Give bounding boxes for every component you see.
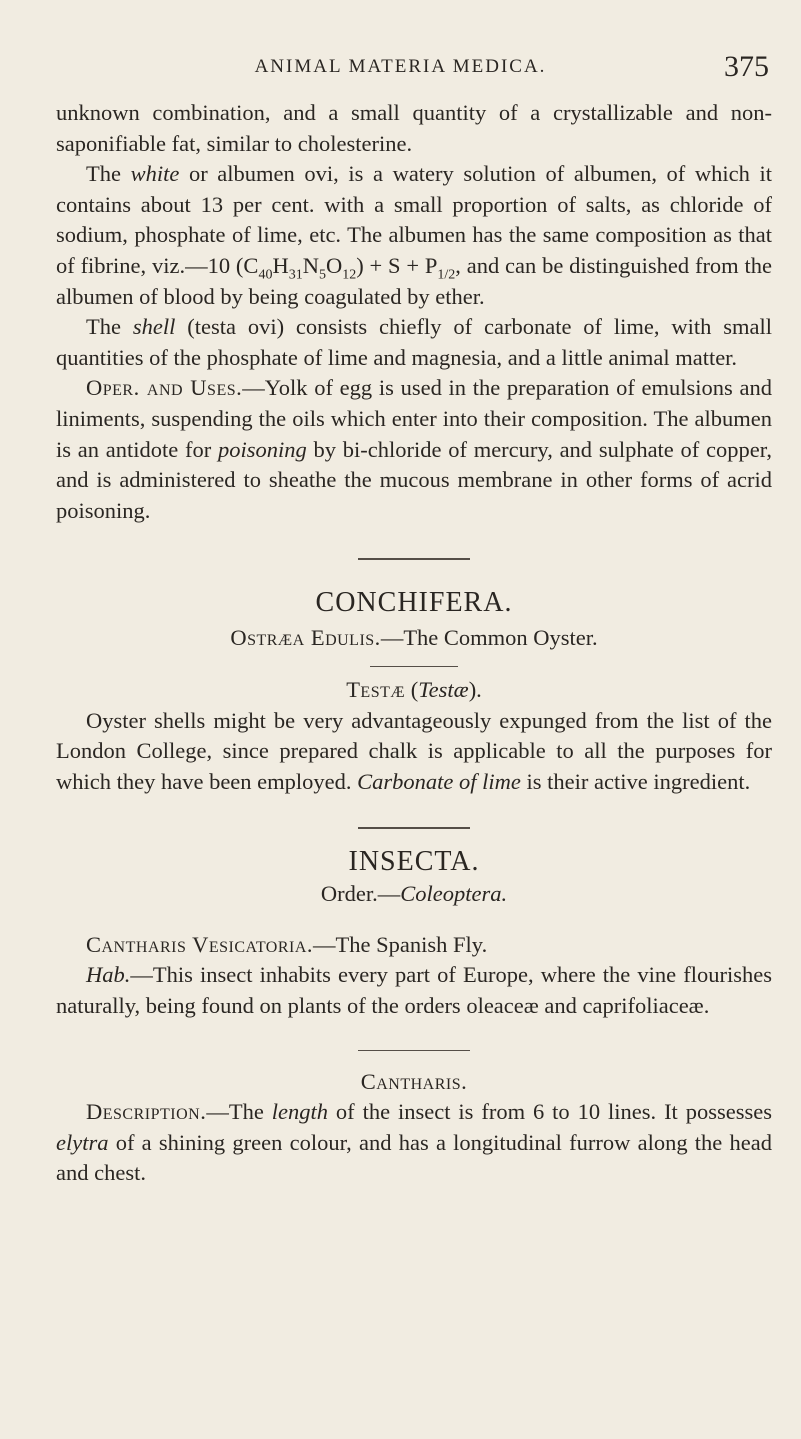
small-divider — [370, 666, 458, 667]
subscript: 31 — [288, 267, 303, 283]
formula — [207, 252, 456, 283]
run-in-heading: Hab. — [86, 962, 131, 988]
italic-term: poisoning — [217, 436, 307, 462]
section-divider — [358, 558, 470, 560]
text: —The — [206, 1099, 272, 1125]
fraction: 1/2 — [437, 267, 456, 283]
paragraph-shell — [56, 312, 772, 373]
formula-part: ) + S + P — [356, 252, 438, 278]
italic-term: length — [271, 1099, 328, 1125]
run-in-heading: Description. — [86, 1099, 207, 1125]
text: is their active ingredient. — [520, 768, 751, 794]
small-divider — [358, 1050, 470, 1051]
text: of the insect is from 6 to 10 lines. It possesses — [327, 1099, 772, 1125]
section-title-insecta: INSECTA. — [348, 846, 480, 878]
page-header — [0, 50, 801, 86]
text: or albumen ovi, is a watery solution of albumen, of which it contains about 13 per cent. with a small proportion of salts, as chloride of sodium, phosphate of lime, etc. The albumen has the same composition as that of fibrine, viz.— — [56, 161, 773, 278]
drug-heading-cantharis: Cantharis. — [360, 1068, 468, 1094]
formula-part: 10 (C — [207, 252, 259, 278]
text: —This insect inhabits every part of Europe, where the vine flourishes naturally, being found on plants of the orders oleaceæ and caprifoliaceæ. — [56, 962, 772, 1019]
section-divider — [358, 827, 470, 829]
order-name: Coleoptera. — [400, 881, 508, 907]
drug-name: Testæ — [346, 676, 406, 702]
formula-part: H — [272, 252, 289, 278]
species-heading-oyster — [56, 623, 772, 654]
text: of a shining green colour, and has a longitudinal furrow along the head and chest. — [56, 1129, 772, 1186]
order-heading — [56, 879, 772, 910]
species-name: Ostræa Edulis. — [230, 625, 381, 651]
order-label: Order.— — [320, 881, 401, 907]
running-title: ANIMAL MATERIA MEDICA. — [254, 56, 547, 77]
paragraph-white — [56, 159, 772, 312]
formula-part: N — [302, 252, 319, 278]
text: The — [86, 161, 131, 187]
paragraph-description — [56, 1097, 772, 1189]
text: The — [86, 314, 133, 340]
subscript: 5 — [318, 267, 326, 283]
species-name: Cantharis Vesicatoria. — [86, 931, 314, 957]
text: (testa ovi) consists chiefly of carbonate of lime, with small quantities of the phosphate of lime and magnesia, and a little animal matter. — [56, 314, 773, 370]
drug-heading-testae: Testæ (Testæ). — [346, 676, 482, 702]
italic-term: Carbonate of lime — [357, 768, 521, 794]
common-name: —The Spanish Fly. — [313, 931, 488, 957]
common-name: —The Common Oyster. — [380, 625, 598, 651]
run-in-heading: Oper. and Uses. — [86, 375, 243, 401]
italic-term: white — [130, 161, 180, 187]
text: Oyster shells might be very advantageously expunged from the list of the London College, since prepared chalk is applicable to all the purposes for which they have been employed. — [56, 707, 772, 794]
page-body — [56, 98, 772, 1189]
drug-name-italic: Testæ — [418, 676, 469, 702]
text: , and can be distinguished from the albumen of blood by being coagulated by ether. — [56, 252, 772, 309]
formula-part: O — [325, 252, 343, 278]
paragraph-oyster — [56, 706, 772, 798]
subscript: 40 — [258, 267, 273, 283]
paragraph-continuation: unknown combination, and a small quantity of a crystallizable and non-saponifiable fat, similar to cholesterine. — [56, 100, 772, 156]
paragraph-uses — [56, 373, 772, 526]
species-heading-cantharis — [56, 930, 772, 961]
section-title-conchifera: CONCHIFERA. — [315, 587, 513, 619]
page-number: 375 — [724, 50, 769, 83]
italic-term: elytra — [56, 1129, 109, 1155]
text: by bi-chloride of mercury, and sulphate of copper, and is administered to sheathe the mucous membrane in other forms of acrid poisoning. — [56, 436, 772, 523]
paragraph-habitat — [56, 960, 772, 1021]
subscript: 12 — [342, 267, 357, 283]
text: —Yolk of egg is used in the preparation of emulsions and liniments, suspending the oils which enter into their composition. The albumen is an antidote for — [56, 375, 772, 462]
italic-term: shell — [132, 314, 176, 340]
